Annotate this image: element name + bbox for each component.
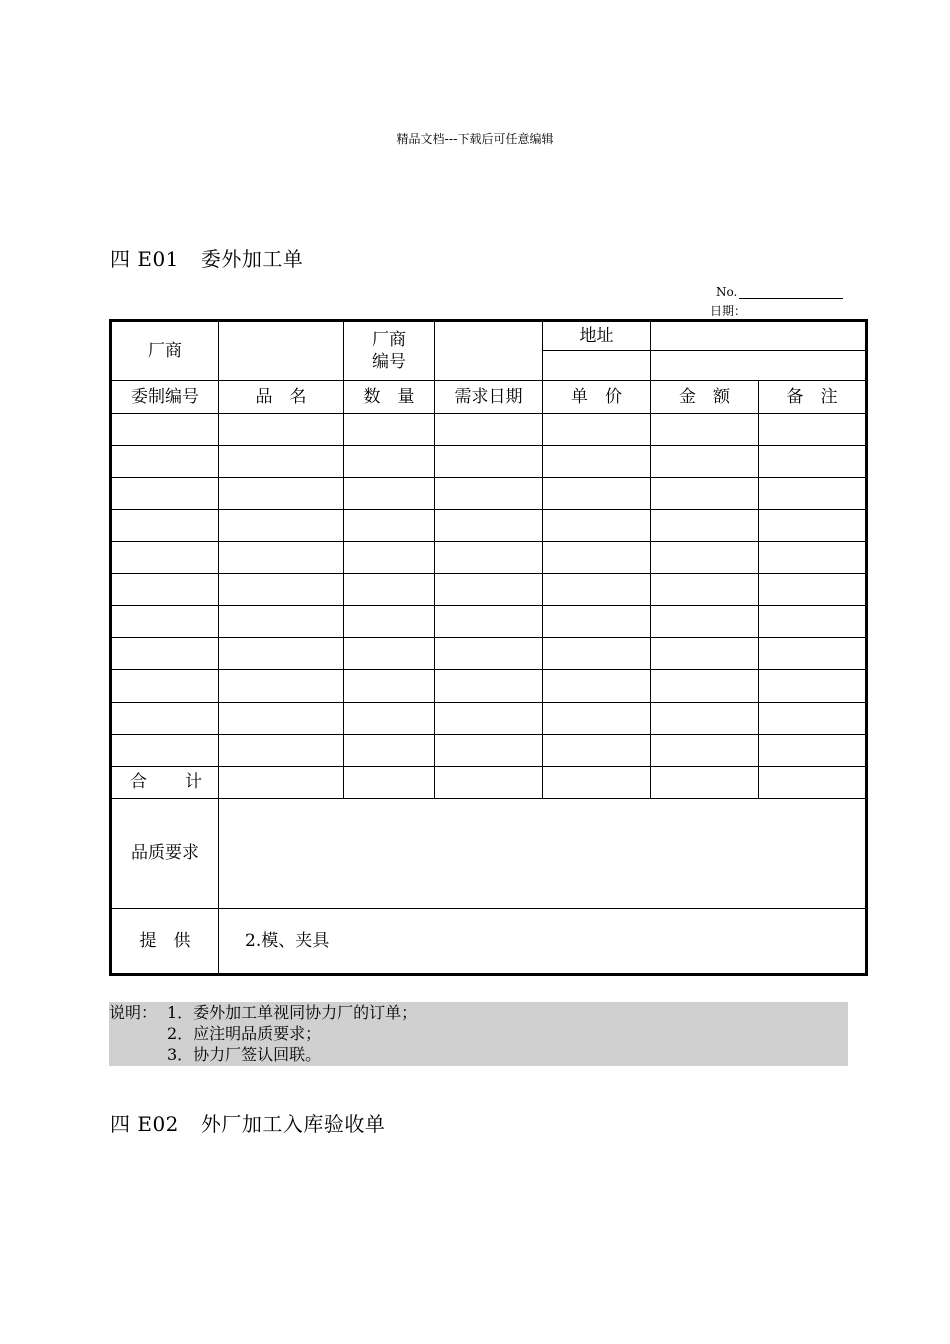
total-cell[interactable]: [543, 766, 651, 798]
address-cell-2[interactable]: [651, 351, 867, 381]
table-cell[interactable]: [651, 510, 759, 542]
supply-value[interactable]: 2.模、夹具: [219, 908, 867, 974]
table-cell[interactable]: [435, 734, 543, 766]
table-cell[interactable]: [435, 670, 543, 702]
total-label-2: 计: [185, 772, 202, 793]
table-cell[interactable]: [111, 606, 219, 638]
section-code: 四 E01: [110, 247, 179, 271]
section-code: 四 E02: [110, 1112, 179, 1136]
table-row: [111, 574, 867, 606]
table-cell[interactable]: [111, 542, 219, 574]
table-cell[interactable]: [759, 542, 867, 574]
table-cell[interactable]: [111, 638, 219, 670]
table-cell[interactable]: [759, 478, 867, 510]
vendor-label: 厂商: [111, 321, 219, 381]
table-cell[interactable]: [435, 478, 543, 510]
table-cell[interactable]: [651, 446, 759, 478]
table-cell[interactable]: [344, 702, 435, 734]
table-cell[interactable]: [543, 638, 651, 670]
outsourcing-order-table: [109, 319, 868, 976]
table-cell[interactable]: [219, 574, 344, 606]
table-cell[interactable]: [219, 510, 344, 542]
table-cell[interactable]: [344, 510, 435, 542]
section-title-e01: [110, 243, 303, 272]
table-cell[interactable]: [219, 478, 344, 510]
table-row: [111, 414, 867, 446]
vendor-code-cell[interactable]: [435, 321, 543, 381]
note-item: 3．协力厂签认回联。: [167, 1045, 322, 1064]
quality-label: 品质要求: [111, 798, 219, 908]
table-cell[interactable]: [435, 542, 543, 574]
table-cell[interactable]: [219, 542, 344, 574]
table-cell[interactable]: [111, 414, 219, 446]
address-cell-1[interactable]: [651, 321, 867, 351]
table-cell[interactable]: [435, 606, 543, 638]
table-cell[interactable]: [219, 446, 344, 478]
page-header: 精品文档---下载后可任意编辑: [396, 132, 554, 146]
table-cell[interactable]: [344, 606, 435, 638]
col-remarks: 备 注: [759, 381, 867, 414]
table-cell[interactable]: [219, 702, 344, 734]
vendor-name-cell[interactable]: [219, 321, 344, 381]
table-row: [111, 734, 867, 766]
table-cell[interactable]: [111, 478, 219, 510]
table-cell[interactable]: [219, 734, 344, 766]
col-order-no: 委制编号: [111, 381, 219, 414]
table-cell[interactable]: [651, 478, 759, 510]
table-row: [111, 478, 867, 510]
table-cell[interactable]: [543, 510, 651, 542]
supply-label: 提 供: [111, 908, 219, 974]
col-unit-price: 单 价: [543, 381, 651, 414]
total-cell[interactable]: [759, 766, 867, 798]
table-cell[interactable]: [759, 670, 867, 702]
table-cell[interactable]: [435, 638, 543, 670]
col-quantity: 数 量: [344, 381, 435, 414]
table-row: [111, 446, 867, 478]
table-cell[interactable]: [344, 574, 435, 606]
notes-prefix: 说明：: [109, 1003, 158, 1022]
table-cell[interactable]: [344, 446, 435, 478]
table-cell[interactable]: [759, 734, 867, 766]
table-cell[interactable]: [651, 702, 759, 734]
table-cell[interactable]: [111, 702, 219, 734]
table-cell[interactable]: [651, 670, 759, 702]
table-cell[interactable]: [651, 542, 759, 574]
table-cell[interactable]: [111, 510, 219, 542]
table-cell[interactable]: [543, 734, 651, 766]
table-cell[interactable]: [759, 510, 867, 542]
table-cell[interactable]: [219, 670, 344, 702]
total-cell[interactable]: [435, 766, 543, 798]
section-name: 外厂加工入库验收单: [200, 1112, 386, 1136]
table-cell[interactable]: [651, 734, 759, 766]
table-cell[interactable]: [543, 702, 651, 734]
table-cell[interactable]: [543, 670, 651, 702]
table-cell[interactable]: [543, 414, 651, 446]
table-cell[interactable]: [344, 478, 435, 510]
table-cell[interactable]: [651, 606, 759, 638]
table-cell[interactable]: [759, 446, 867, 478]
vendor-code-label-line1: 厂商: [372, 330, 406, 351]
table-cell[interactable]: [759, 414, 867, 446]
table-cell[interactable]: [651, 414, 759, 446]
address-sub-cell[interactable]: [543, 351, 651, 381]
table-cell[interactable]: [435, 574, 543, 606]
table-cell[interactable]: [219, 606, 344, 638]
table-cell[interactable]: [111, 574, 219, 606]
table-row: [111, 702, 867, 734]
col-due-date: 需求日期: [435, 381, 543, 414]
table-cell[interactable]: [543, 446, 651, 478]
table-cell[interactable]: [435, 414, 543, 446]
table-row: [111, 606, 867, 638]
address-label: 地址: [543, 321, 651, 351]
column-header-row: [111, 381, 867, 414]
table-cell[interactable]: [111, 446, 219, 478]
table-row: [111, 670, 867, 702]
number-blank[interactable]: [739, 287, 843, 299]
table-cell[interactable]: [759, 574, 867, 606]
table-row: [111, 542, 867, 574]
vendor-code-label: [344, 321, 435, 381]
table-cell[interactable]: [759, 638, 867, 670]
table-cell[interactable]: [651, 638, 759, 670]
table-cell[interactable]: [344, 414, 435, 446]
table-cell[interactable]: [435, 510, 543, 542]
col-amount: 金 额: [651, 381, 759, 414]
table-cell[interactable]: [759, 606, 867, 638]
total-cell[interactable]: [344, 766, 435, 798]
table-cell[interactable]: [344, 670, 435, 702]
table-cell[interactable]: [759, 702, 867, 734]
vendor-code-label-line2: 编号: [372, 352, 406, 373]
table-cell[interactable]: [344, 734, 435, 766]
col-item-name: 品 名: [219, 381, 344, 414]
total-cell[interactable]: [219, 766, 344, 798]
table-cell[interactable]: [219, 414, 344, 446]
table-cell[interactable]: [651, 574, 759, 606]
section-title-e02: [110, 1108, 385, 1137]
table-cell[interactable]: [435, 446, 543, 478]
table-row: [111, 510, 867, 542]
section-name: 委外加工单: [200, 247, 304, 271]
note-item: 1．委外加工单视同协力厂的订单；: [167, 1003, 418, 1022]
table-row: [111, 638, 867, 670]
table-cell[interactable]: [435, 702, 543, 734]
total-row: [111, 766, 867, 798]
table-cell[interactable]: [543, 542, 651, 574]
table-cell[interactable]: [344, 542, 435, 574]
note-item: 2．应注明品质要求；: [167, 1024, 322, 1043]
total-label: [111, 766, 219, 798]
table-cell[interactable]: [219, 638, 344, 670]
table-cell[interactable]: [344, 638, 435, 670]
total-label-1: 合: [130, 772, 147, 793]
table-cell[interactable]: [543, 606, 651, 638]
number-label: No.: [716, 285, 738, 299]
total-cell[interactable]: [651, 766, 759, 798]
table-cell[interactable]: [111, 734, 219, 766]
quality-requirements-cell[interactable]: [219, 798, 867, 908]
notes-box: [109, 1002, 848, 1066]
table-cell[interactable]: [543, 574, 651, 606]
number-field[interactable]: [716, 285, 843, 299]
date-label: 日期：: [710, 304, 747, 318]
table-cell[interactable]: [111, 670, 219, 702]
table-cell[interactable]: [543, 478, 651, 510]
